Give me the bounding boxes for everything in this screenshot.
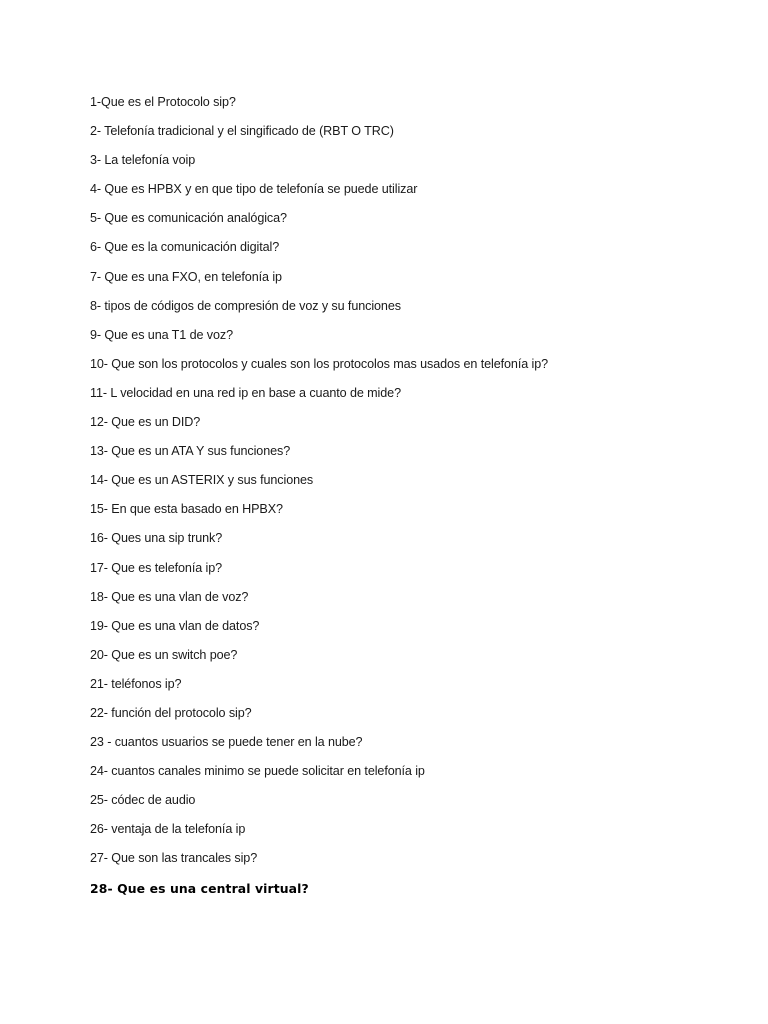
question-item: 7- Que es una FXO, en telefonía ip — [90, 269, 282, 284]
question-item: 5- Que es comunicación analógica? — [90, 211, 287, 226]
question-item: 6- Que es la comunicación digital? — [90, 240, 280, 255]
question-item: 25- códec de audio — [90, 793, 196, 808]
question-item-bold: 28- Que es una central virtual? — [90, 880, 309, 896]
question-item: 21- teléfonos ip? — [90, 676, 182, 691]
question-item: 4- Que es HPBX y en que tipo de telefonía se puede utilizar — [90, 182, 418, 197]
question-item: 2- Telefonía tradicional y el singificado de (RBT O TRC) — [90, 124, 394, 139]
question-item: 13- Que es un ATA Y sus funciones? — [90, 444, 291, 459]
question-item: 11- L velocidad en una red ip en base a cuanto de mide? — [90, 385, 401, 400]
question-item: 22- función del protocolo sip? — [90, 705, 252, 720]
question-item: 17- Que es telefonía ip? — [90, 560, 223, 575]
question-item: 16- Ques una sip trunk? — [90, 531, 223, 546]
question-item: 20- Que es un switch poe? — [90, 647, 238, 662]
question-item: 12- Que es un DID? — [90, 415, 201, 430]
question-item: 18- Que es una vlan de voz? — [90, 589, 249, 604]
question-item: 1-Que es el Protocolo sip? — [90, 95, 236, 109]
question-item: 14- Que es un ASTERIX y sus funciones — [90, 473, 314, 488]
question-item: 9- Que es una T1 de voz? — [90, 327, 233, 342]
question-item: 3- La telefonía voip — [90, 153, 196, 168]
question-item: 27- Que son las trancales sip? — [90, 851, 258, 866]
question-list — [90, 92, 730, 908]
question-item: 26- ventaja de la telefonía ip — [90, 822, 246, 837]
question-item: 19- Que es una vlan de datos? — [90, 618, 260, 633]
question-item: 23 - cuantos usuarios se puede tener en la nube? — [90, 735, 363, 750]
question-item: 24- cuantos canales minimo se puede solicitar en telefonía ip — [90, 764, 425, 779]
question-item: 10- Que son los protocolos y cuales son los protocolos mas usados en telefonía ip? — [90, 356, 549, 371]
question-item: 15- En que esta basado en HPBX? — [90, 502, 283, 517]
question-item: 8- tipos de códigos de compresión de voz y su funciones — [90, 298, 401, 313]
